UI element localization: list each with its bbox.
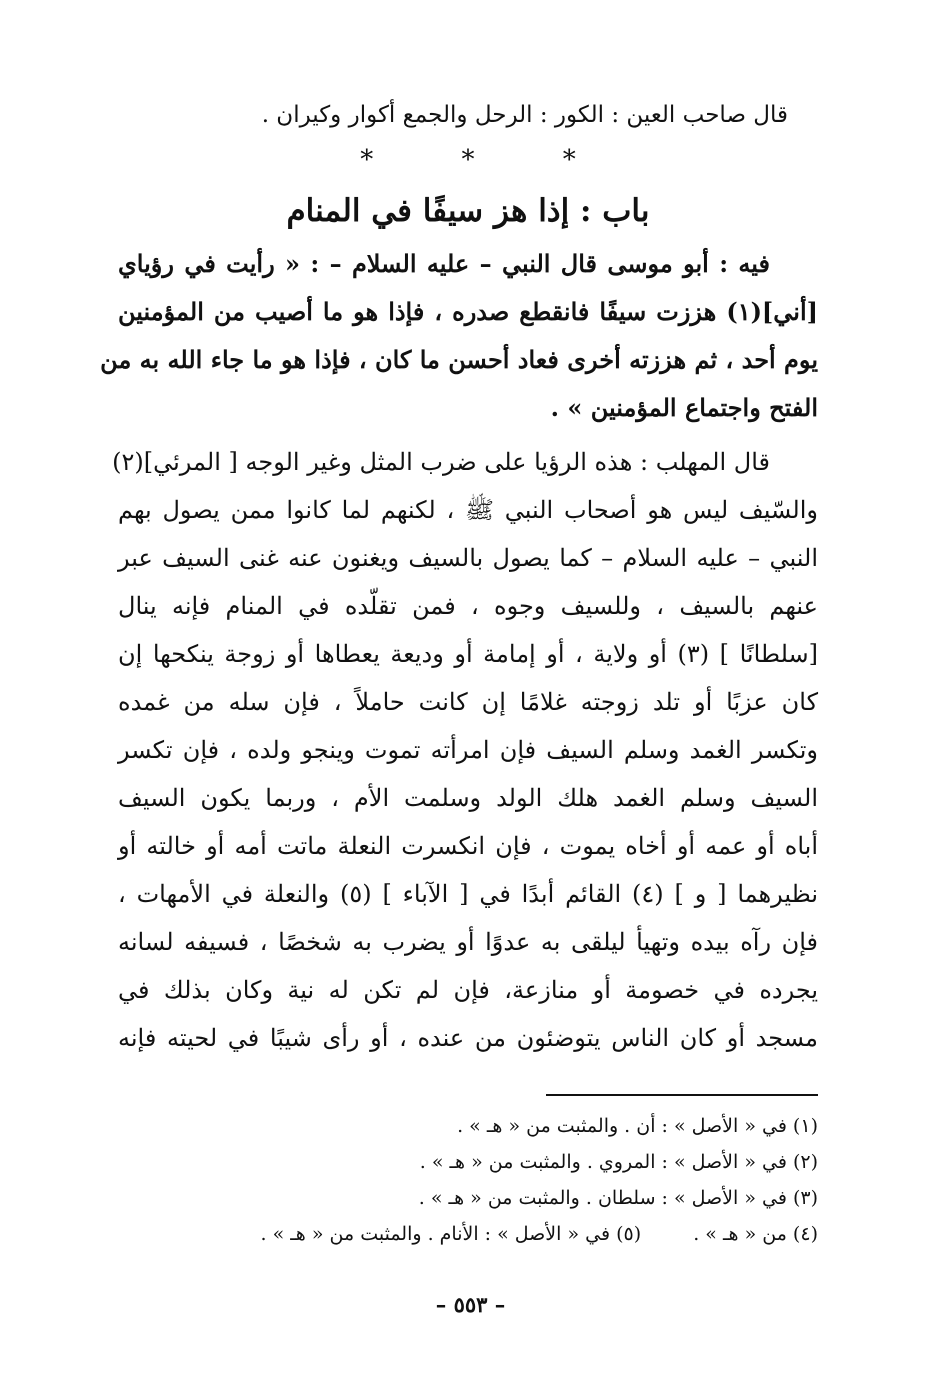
footnotes xyxy=(118,1108,818,1252)
commentary-line: مسجد أو كان الناس يتوضئون من عنده ، أو رأى شيبًا في لحيته فإنه xyxy=(118,1024,818,1052)
hadith-line: الفتح واجتماع المؤمنين » . xyxy=(550,393,818,422)
commentary-line: النبي – عليه السلام – كما يصول بالسيف ويغنون عنه غنى السيف عبر xyxy=(118,544,818,572)
commentary-line: قال المهلب : هذه الرؤيا على ضرب المثل وغير الوجه [ المرئي](٢) xyxy=(112,448,770,476)
commentary-line: السيف وسلم الغمد هلك الولد وسلمت الأم ، وربما يكون السيف xyxy=(118,784,818,812)
chapter-title: باب : إذا هز سيفًا في المنام xyxy=(286,193,650,229)
footnote-3: (٣) في « الأصل » : سلطان . والمثبت من « هـ » . xyxy=(418,1187,818,1209)
commentary-line: وتكسر الغمد وسلم السيف فإن امرأته تموت وينجو ولده ، فإن تكسر xyxy=(118,736,818,764)
commentary-line: يجرده في خصومة أو منازعة، فإن لم تكن له نية وكان بذلك في xyxy=(118,976,818,1004)
commentary-line: فإن رآه بيده وتهيأ ليلقى به عدوًا أو يضرب به شخصًا ، فسيفه لسانه xyxy=(118,928,818,956)
commentary-line: [سلطانًا ] (٣) أو ولاية ، أو إمامة أو وديعة يعطاها أو زوجة ينكحها إن xyxy=(118,640,818,668)
commentary-paragraph xyxy=(112,438,819,1062)
hadith-line: يوم أحد ، ثم هززته أخرى فعاد أحسن ما كان ، فإذا هو ما جاء الله به من xyxy=(100,345,818,374)
commentary-line: عنهم بالسيف ، وللسيف وجوه ، فمن تقلّده في المنام فإنه ينال xyxy=(118,592,818,620)
page-number: – ٥٥٣ – xyxy=(435,1292,506,1317)
intro-line: قال صاحب العين : الكور : الرحل والجمع أكوار وكيران . xyxy=(261,102,788,128)
section-separator-stars: * * * xyxy=(360,145,616,175)
hadith-paragraph xyxy=(100,240,818,432)
commentary-line: كان عزبًا أو تلد زوجته غلامًا إن كانت حاملاً ، فإن سله من غمده xyxy=(118,688,818,716)
page-content xyxy=(100,92,819,1252)
commentary-line: أباه أو عمه أو أخاه يموت ، فإن انكسرت النعلة ماتت أمه أو خالته أو xyxy=(118,832,819,860)
hadith-line: [أني](١) هززت سيفًا فانقطع صدره ، فإذا هو ما أصيب من المؤمنين xyxy=(118,297,818,326)
footnote-1: (١) في « الأصل » : أن . والمثبت من « هـ » . xyxy=(457,1115,818,1137)
commentary-line: نظيرهما [ و ] (٤) القائم أبدًا في [ الآباء ] (٥) والنعلة في الأمهات ، xyxy=(118,880,819,908)
commentary-line: والسّيف ليس هو أصحاب النبي ﷺ ، لكنهم لما كانوا ممن يصول بهم xyxy=(118,496,818,524)
footnote-separator xyxy=(546,1094,818,1096)
footnote-5: (٥) في « الأصل » : الأنام . والمثبت من « هـ » . xyxy=(260,1223,642,1245)
footnote-4: (٤) من « هـ » . xyxy=(693,1223,818,1245)
footnote-2: (٢) في « الأصل » : المروي . والمثبت من « هـ » . xyxy=(419,1151,818,1173)
hadith-line: فيه : أبو موسى قال النبي – عليه السلام – : « رأيت في رؤياي xyxy=(118,249,770,278)
footnote-row-4-5 xyxy=(118,1216,818,1252)
